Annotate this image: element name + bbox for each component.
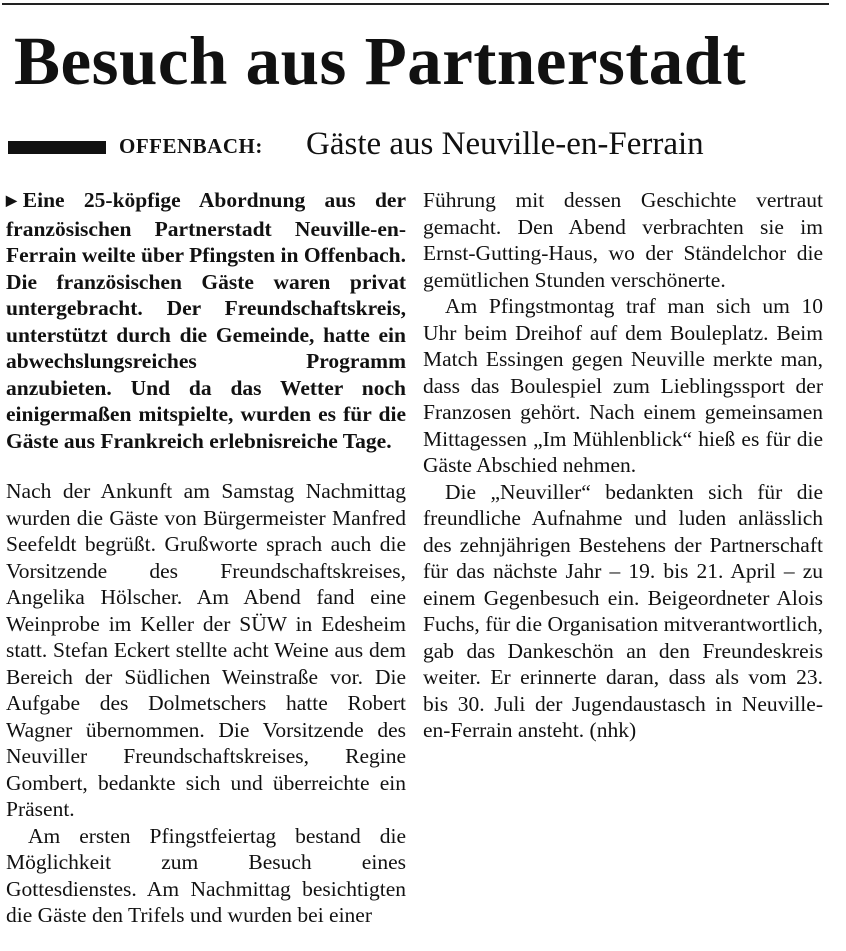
subtitle: Gäste aus Neuville-en-Ferrain	[306, 126, 704, 162]
top-rule	[2, 3, 829, 5]
paragraph-gap	[6, 454, 406, 478]
black-bar-marker	[8, 141, 106, 154]
lead-text: Eine 25-köpfige Abordnung aus der französischen Partnerstadt Neuville-en-Ferrain weilte über Pfingsten in Offenbach. Die französischen Gäste waren privat untergebracht. Der Freundschaftskreis, unterstützt durch die Gemeinde, hatte ein abwechslungsreiches Programm anzubieten. Und da das Wetter noch einigermaßen mitspielte, wurden es für die Gäste aus Frankreich erlebnisreiche Tage.	[6, 188, 406, 453]
headline: Besuch aus Partnerstadt	[14, 23, 747, 99]
body-paragraph-4: Die „Neuviller“ bedankten sich für die freundliche Aufnahme und luden anlässlich des zehnjährigen Bestehens der Partnerschaft für das nächste Jahr – 19. bis 21. April – zu einem Gegenbesuch ein. Beigeordneter Alois Fuchs, für die Organisation mitverantwortlich, gab das Dankeschön an den Freundeskreis weiter. Er erinnerte daran, dass als vom 23. bis 30. Juli der Jugendaustasch in Neuville-en-Ferrain ansteht. (nhk)	[423, 479, 823, 742]
body-paragraph-2: Am ersten Pfingstfeiertag bestand die Möglichkeit zum Besuch eines Gottesdienstes. Am Nachmittag besichtigten die Gäste den Trifels und wurden bei einer	[6, 823, 406, 927]
body-paragraph-1: Nach der Ankunft am Samstag Nachmittag wurden die Gäste von Bürgermeister Manfred Seefeldt begrüßt. Grußworte sprach auch die Vorsitzende des Freundschaftskreises, Angelika Hölscher. Am Abend fand eine Weinprobe im Keller der SÜW in Edesheim statt. Stefan Eckert stellte acht Weine aus dem Bereich der Südlichen Weinstraße vor. Die Aufgabe des Dolmetschers hatte Robert Wagner übernommen. Die Vorsitzende des Neuviller Freundschaftskreises, Regine Gombert, bedankte sich und überreichte ein Präsent.	[6, 479, 406, 821]
body-paragraph-2-continued: Führung mit dessen Geschichte vertraut gemacht. Den Abend verbrachten sie im Ernst-Gutting-Haus, wo der Ständelchor die gemütlichen Stunden verschönerte.	[423, 188, 823, 292]
body-paragraph-3: Am Pfingstmontag traf man sich um 10 Uhr beim Dreihof auf dem Bouleplatz. Beim Match Essingen gegen Neuville merkte man, dass das Boulespiel zum Lieblingssport der Franzosen gehört. Nach einem gemeinsamen Mittagessen „Im Mühlenblick“ hieß es für die Gäste Abschied nehmen.	[423, 294, 823, 477]
column-right	[423, 187, 823, 744]
triangle-bullet-icon: ▶	[6, 194, 17, 209]
subheadline	[8, 128, 838, 168]
lead-paragraph	[6, 187, 406, 454]
column-left	[6, 187, 406, 929]
dateline: OFFENBACH:	[119, 134, 263, 158]
